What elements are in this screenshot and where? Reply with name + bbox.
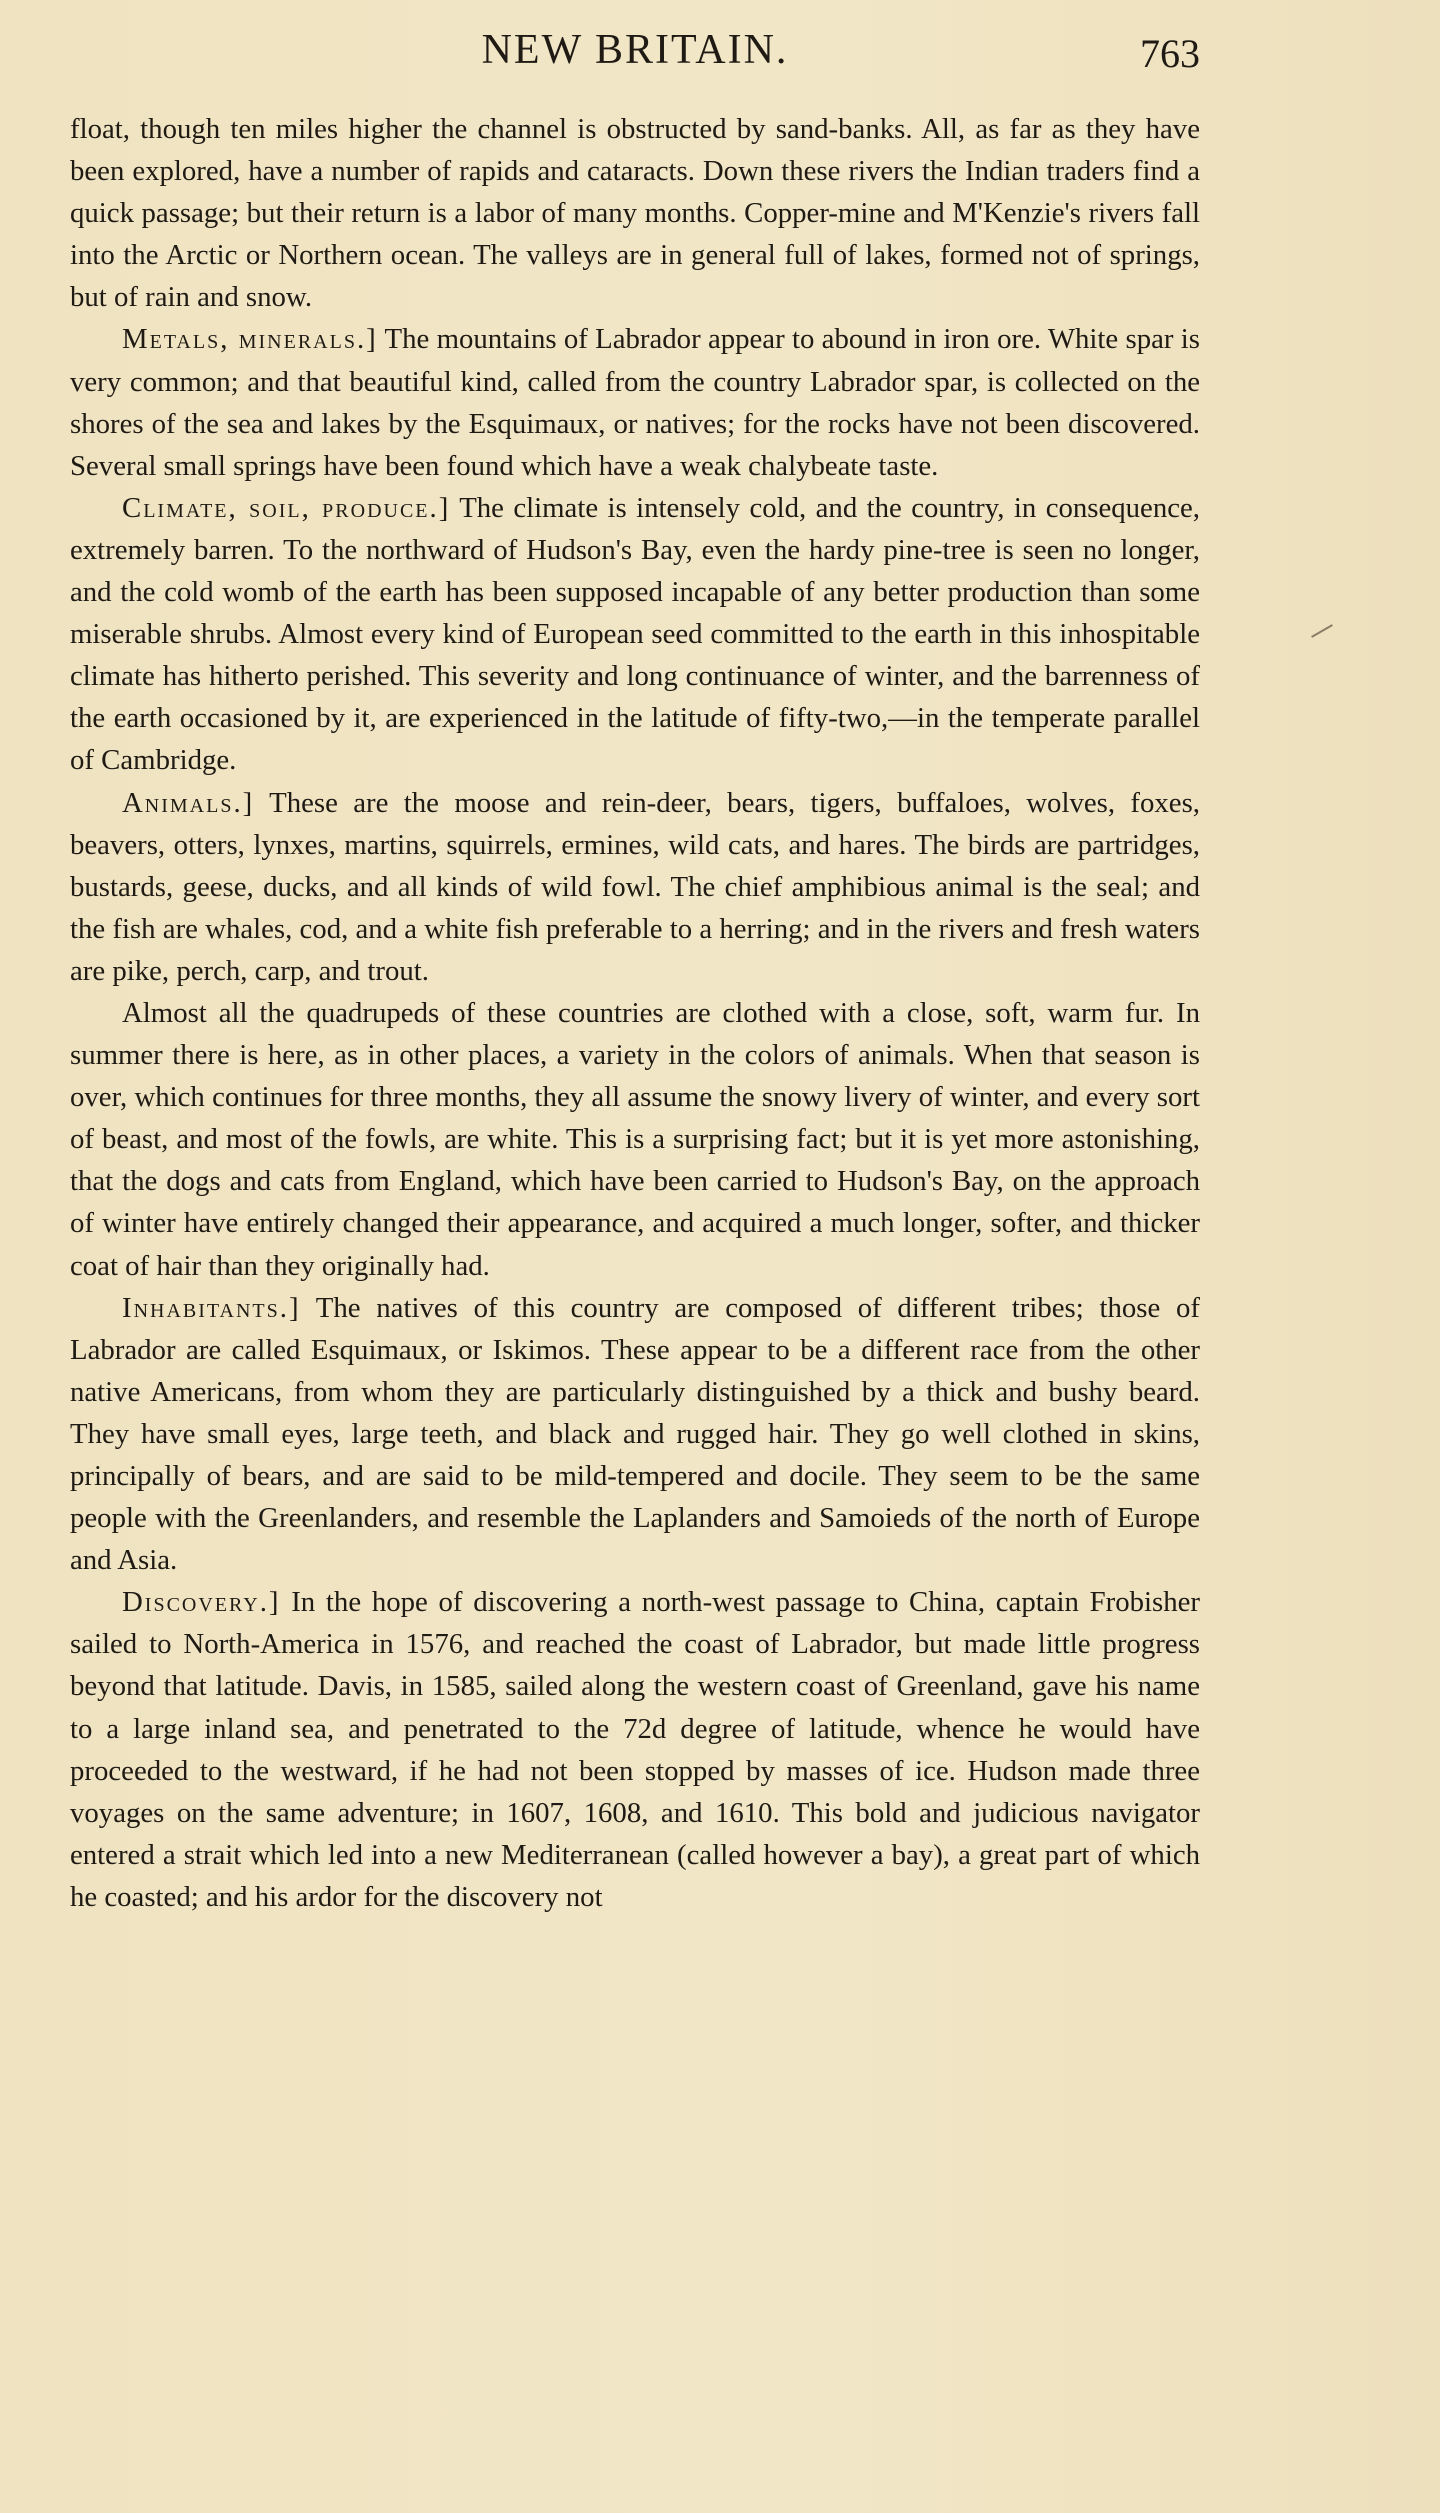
paragraph-text: These are the moose and rein-deer, bears, tigers, buffaloes, wolves, foxes, beavers, otters, lynxes, martins, squirrels, ermines, wild cats, and hares. The birds are partridges, bustards, geese, ducks, and all kinds of wild fowl. The chief amphibious animal is the seal; and the fish are whales, cod, and a white fish preferable to a herring; and in the rivers and fresh waters are pike, perch, carp, and trout. xyxy=(70,786,1200,987)
paragraph-quadrupeds xyxy=(70,992,1200,1287)
page-header xyxy=(70,22,1200,82)
paragraph-animals xyxy=(70,782,1200,992)
paragraph-rivers xyxy=(70,108,1200,318)
paragraph-text: In the hope of discovering a north-west passage to China, captain Frobisher sailed to North-America in 1576, and reached the coast of Labrador, but made little progress beyond that latitude. Davis, in 1585, sailed along the western coast of Greenland, gave his name to a large inland sea, and penetrated to the 72d degree of latitude, whence he would have proceeded to the westward, if he had not been stopped by masses of ice. Hudson made three voyages on the same adventure; in 1607, 1608, and 1610. This bold and judicious navigator entered a strait which led into a new Mediterranean (called however a bay), a great part of which he coasted; and his ardor for the discovery not xyxy=(70,1586,1200,1913)
page-number: 763 xyxy=(1140,31,1200,76)
margin-mark xyxy=(1311,624,1333,638)
paragraph-text: The mountains of Labrador appear to abound in iron ore. White spar is very common; and that beautiful kind, called from the country Labrador spar, is collected on the shores of the sea and lakes by the Esquimaux, or natives; for the rocks have not been discovered. Several small springs have been found which have a weak chalybeate taste. xyxy=(70,323,1200,482)
running-head: NEW BRITAIN. xyxy=(481,27,789,73)
paragraph-text: The natives of this country are composed of different tribes; those of Labrador are called Esquimaux, or Iskimos. These appear to be a different race from the other native Americans, from whom they are particularly distinguished by a thick and bushy beard. They have small eyes, large teeth, and black and rugged hair. They go well clothed in skins, principally of bears, and are said to be mild-tempered and docile. They seem to be the same people with the Greenlanders, and resemble the Laplanders and Samoieds of the north of Europe and Asia. xyxy=(70,1291,1200,1577)
section-heading: Inhabitants.] xyxy=(122,1291,301,1324)
section-heading: Metals, minerals.] xyxy=(122,323,378,356)
paragraph-text: float, though ten miles higher the channel is obstructed by sand-banks. All, as far as they have been explored, have a number of rapids and cataracts. Down these rivers the Indian traders find a quick passage; but their return is a labor of many months. Copper-mine and M'Kenzie's rivers fall into the Arctic or Northern ocean. The valleys are in general full of lakes, formed not of springs, but of rain and snow. xyxy=(70,113,1200,314)
section-heading: Animals.] xyxy=(122,786,255,819)
body-text xyxy=(70,108,1200,1918)
section-heading: Climate, soil, produce.] xyxy=(122,491,451,524)
paragraph-climate-soil-produce xyxy=(70,487,1200,782)
section-heading: Discovery.] xyxy=(122,1586,281,1619)
paragraph-inhabitants xyxy=(70,1287,1200,1582)
paragraph-discovery xyxy=(70,1581,1200,1918)
paragraph-text: The climate is intensely cold, and the country, in consequence, extremely barren. To the northward of Hudson's Bay, even the hardy pine-tree is seen no longer, and the cold womb of the earth has been supposed incapable of any better production than some miserable shrubs. Almost every kind of European seed committed to the earth in this inhospitable climate has hitherto perished. This severity and long continuance of winter, and the barrenness of the earth occasioned by it, are experienced in the latitude of fifty-two,—in the temperate parallel of Cambridge. xyxy=(70,491,1201,777)
paragraph-text: Almost all the quadrupeds of these countries are clothed with a close, soft, warm fur. In summer there is here, as in other places, a variety in the colors of animals. When that season is over, which continues for three months, they all assume the snowy livery of winter, and every sort of beast, and most of the fowls, are white. This is a surprising fact; but it is yet more astonishing, that the dogs and cats from England, which have been carried to Hudson's Bay, on the approach of winter have entirely changed their appearance, and acquired a much longer, softer, and thicker coat of hair than they originally had. xyxy=(70,996,1200,1282)
paragraph-metals-minerals xyxy=(70,318,1200,486)
